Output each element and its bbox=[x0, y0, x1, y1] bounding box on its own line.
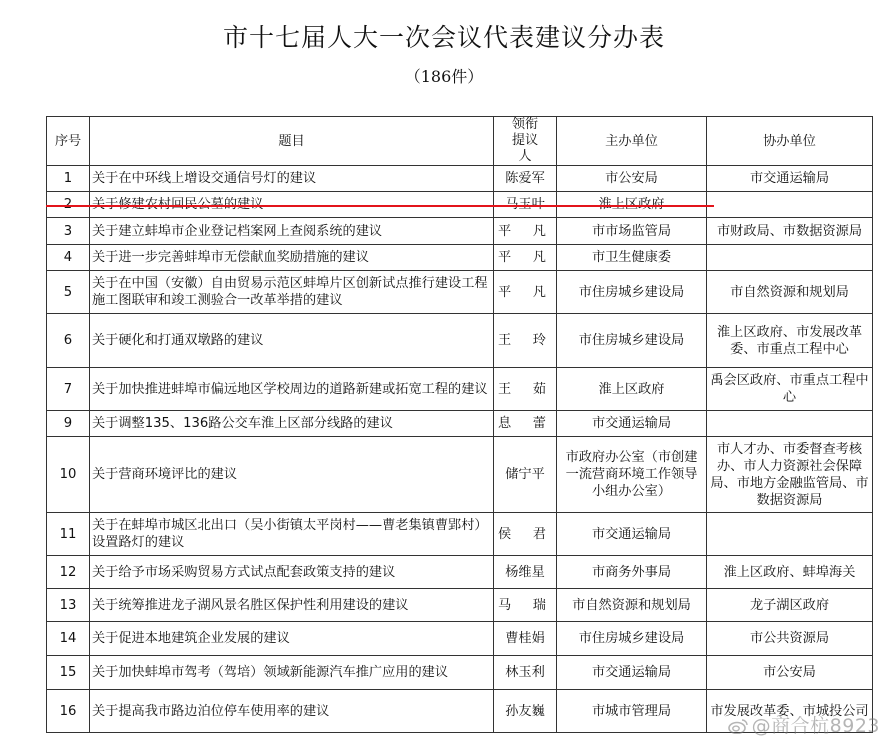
row-topic: 关于进一步完善蚌埠市无偿献血奖励措施的建议 bbox=[90, 245, 494, 271]
table-row bbox=[47, 622, 873, 656]
row-no: 1 bbox=[47, 166, 90, 192]
header-proposer-label: 领衔提议人 bbox=[511, 117, 539, 164]
row-lead: 市市场监管局 bbox=[557, 218, 707, 245]
page-subtitle: （186件） bbox=[404, 67, 484, 86]
row-assist: 禹会区政府、市重点工程中心 bbox=[707, 368, 873, 411]
row-topic: 关于在中国（安徽）自由贸易示范区蚌埠片区创新试点推行建设工程施工图联审和竣工测验合一改革举措的建议 bbox=[90, 271, 494, 314]
row-proposer: 马玉叶 bbox=[494, 192, 557, 218]
header-assist: 协办单位 bbox=[707, 117, 873, 166]
row-lead: 市住房城乡建设局 bbox=[557, 622, 707, 656]
row-no: 6 bbox=[47, 314, 90, 368]
row-lead: 市自然资源和规划局 bbox=[557, 589, 707, 622]
row-assist: 市公共资源局 bbox=[707, 622, 873, 656]
row-assist: 市发展改革委、市城投公司 bbox=[707, 690, 873, 733]
row-no: 15 bbox=[47, 656, 90, 690]
row-lead: 市城市管理局 bbox=[557, 690, 707, 733]
row-topic: 关于给予市场采购贸易方式试点配套政策支持的建议 bbox=[90, 556, 494, 589]
header-no: 序号 bbox=[47, 117, 90, 166]
row-assist bbox=[707, 513, 873, 556]
row-topic: 关于修建农村回民公墓的建议 bbox=[90, 192, 494, 218]
row-no: 7 bbox=[47, 368, 90, 411]
row-lead: 市卫生健康委 bbox=[557, 245, 707, 271]
row-topic: 关于提高我市路边泊位停车使用率的建议 bbox=[90, 690, 494, 733]
row-no: 16 bbox=[47, 690, 90, 733]
row-assist bbox=[707, 192, 873, 218]
row-proposer: 储宁平 bbox=[494, 437, 557, 513]
row-assist: 市公安局 bbox=[707, 656, 873, 690]
row-assist: 淮上区政府、蚌埠海关 bbox=[707, 556, 873, 589]
row-proposer: 王茹 bbox=[494, 368, 557, 411]
table-row bbox=[47, 314, 873, 368]
table-row bbox=[47, 166, 873, 192]
watermark bbox=[728, 711, 880, 738]
row-no: 10 bbox=[47, 437, 90, 513]
table-row bbox=[47, 656, 873, 690]
row-assist: 市自然资源和规划局 bbox=[707, 271, 873, 314]
row-no: 11 bbox=[47, 513, 90, 556]
watermark-text: @商合杭8923 bbox=[751, 715, 880, 737]
page-title: 市十七届人大一次会议代表建议分办表 bbox=[222, 23, 665, 52]
row-proposer: 陈爱军 bbox=[494, 166, 557, 192]
table-header-row bbox=[47, 117, 873, 166]
row-assist: 淮上区政府、市发展改革委、市重点工程中心 bbox=[707, 314, 873, 368]
row-lead: 市住房城乡建设局 bbox=[557, 314, 707, 368]
row-no: 14 bbox=[47, 622, 90, 656]
row-proposer: 曹桂娟 bbox=[494, 622, 557, 656]
proposal-table bbox=[46, 116, 873, 733]
row-proposer: 平凡 bbox=[494, 218, 557, 245]
red-underline-highlight bbox=[46, 205, 714, 207]
row-assist bbox=[707, 245, 873, 271]
table-row bbox=[47, 556, 873, 589]
row-lead: 市公安局 bbox=[557, 166, 707, 192]
row-proposer: 王玲 bbox=[494, 314, 557, 368]
table-row bbox=[47, 513, 873, 556]
row-lead: 淮上区政府 bbox=[557, 192, 707, 218]
header-lead: 主办单位 bbox=[557, 117, 707, 166]
table-row bbox=[47, 245, 873, 271]
row-topic: 关于加快蚌埠市驾考（驾培）领域新能源汽车推广应用的建议 bbox=[90, 656, 494, 690]
row-topic: 关于建立蚌埠市企业登记档案网上查阅系统的建议 bbox=[90, 218, 494, 245]
table-row bbox=[47, 271, 873, 314]
row-no: 12 bbox=[47, 556, 90, 589]
row-proposer: 马瑞 bbox=[494, 589, 557, 622]
row-proposer: 侯君 bbox=[494, 513, 557, 556]
row-assist: 龙子湖区政府 bbox=[707, 589, 873, 622]
table-row bbox=[47, 368, 873, 411]
row-topic: 关于调整135、136路公交车淮上区部分线路的建议 bbox=[90, 411, 494, 437]
row-assist: 市交通运输局 bbox=[707, 166, 873, 192]
row-topic: 关于在中环线上增设交通信号灯的建议 bbox=[90, 166, 494, 192]
row-proposer: 林玉利 bbox=[494, 656, 557, 690]
row-topic: 关于统筹推进龙子湖风景名胜区保护性利用建设的建议 bbox=[90, 589, 494, 622]
row-topic: 关于促进本地建筑企业发展的建议 bbox=[90, 622, 494, 656]
row-lead: 市交通运输局 bbox=[557, 656, 707, 690]
row-lead: 市商务外事局 bbox=[557, 556, 707, 589]
row-assist: 市人才办、市委督查考核办、市人力资源社会保障局、市地方金融监管局、市数据资源局 bbox=[707, 437, 873, 513]
row-no: 2 bbox=[47, 192, 90, 218]
table-row bbox=[47, 218, 873, 245]
row-lead: 市交通运输局 bbox=[557, 411, 707, 437]
table-body bbox=[47, 166, 873, 733]
row-no: 3 bbox=[47, 218, 90, 245]
row-proposer: 杨维星 bbox=[494, 556, 557, 589]
table-row bbox=[47, 437, 873, 513]
header-proposer bbox=[494, 117, 557, 166]
row-lead: 市住房城乡建设局 bbox=[557, 271, 707, 314]
row-topic: 关于硬化和打通双墩路的建议 bbox=[90, 314, 494, 368]
weibo-icon bbox=[728, 718, 748, 734]
row-no: 4 bbox=[47, 245, 90, 271]
row-no: 13 bbox=[47, 589, 90, 622]
row-lead: 淮上区政府 bbox=[557, 368, 707, 411]
table-row bbox=[47, 411, 873, 437]
row-lead: 市交通运输局 bbox=[557, 513, 707, 556]
row-proposer: 平凡 bbox=[494, 271, 557, 314]
header-topic: 题目 bbox=[90, 117, 494, 166]
table-row bbox=[47, 589, 873, 622]
row-assist bbox=[707, 411, 873, 437]
row-proposer: 孙友巍 bbox=[494, 690, 557, 733]
row-proposer: 平凡 bbox=[494, 245, 557, 271]
row-topic: 关于营商环境评比的建议 bbox=[90, 437, 494, 513]
row-assist: 市财政局、市数据资源局 bbox=[707, 218, 873, 245]
row-no: 9 bbox=[47, 411, 90, 437]
row-no: 5 bbox=[47, 271, 90, 314]
row-lead: 市政府办公室（市创建一流营商环境工作领导小组办公室） bbox=[557, 437, 707, 513]
row-topic: 关于加快推进蚌埠市偏远地区学校周边的道路新建或拓宽工程的建议 bbox=[90, 368, 494, 411]
row-topic: 关于在蚌埠市城区北出口（吴小街镇太平岗村——曹老集镇曹郢村）设置路灯的建议 bbox=[90, 513, 494, 556]
row-proposer: 息蕾 bbox=[494, 411, 557, 437]
